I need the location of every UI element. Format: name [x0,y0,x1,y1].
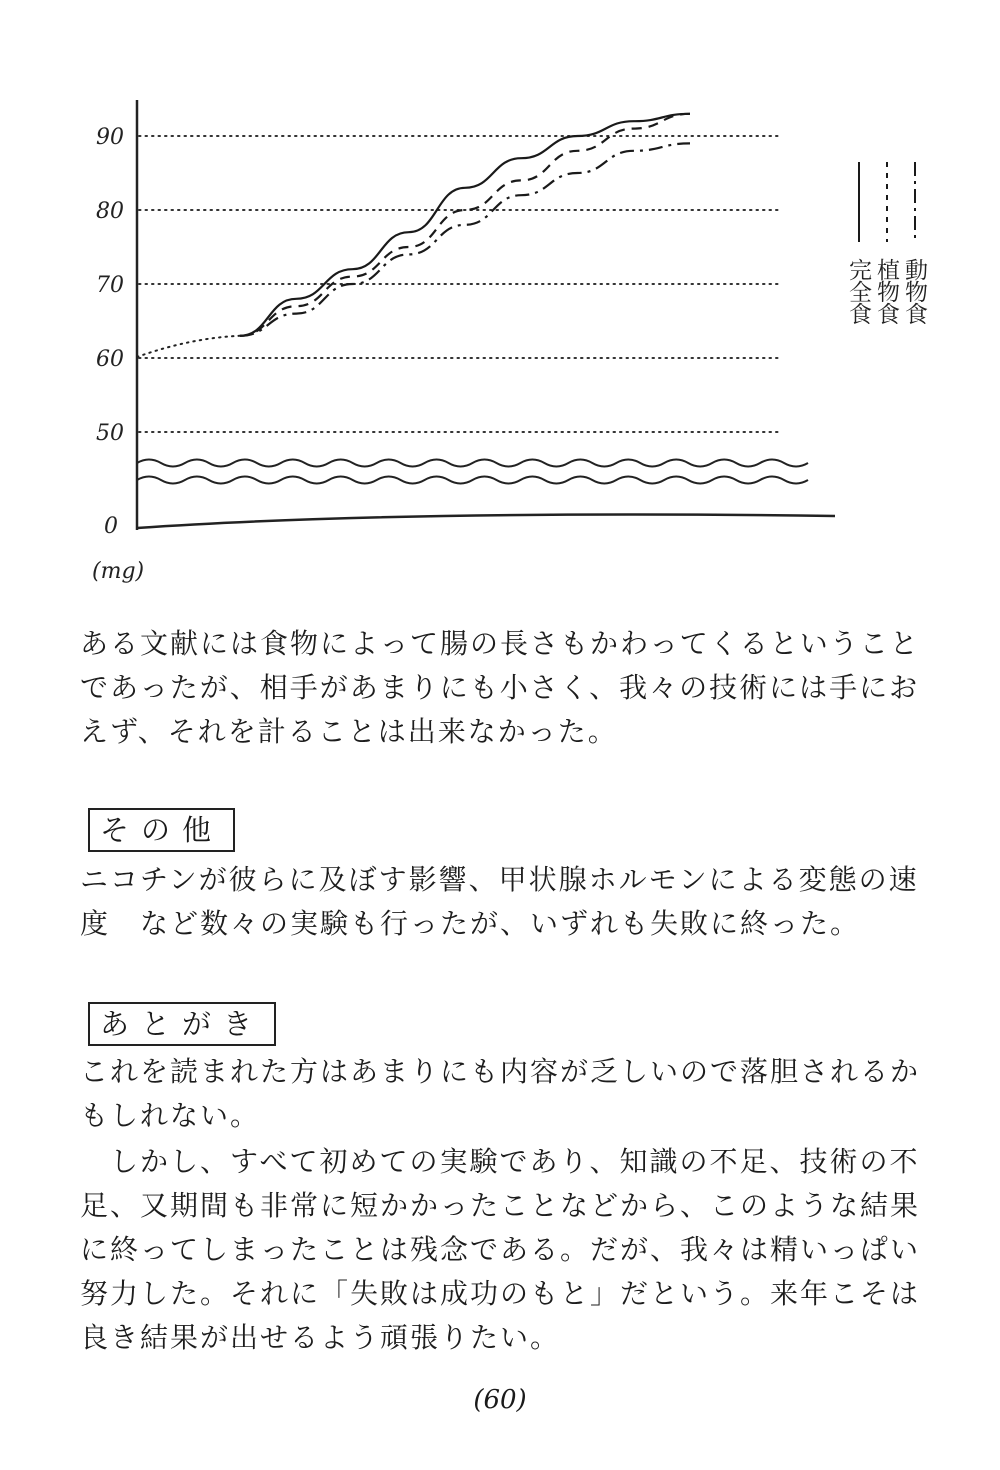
break-wave-upper [137,460,808,467]
page-number: (60) [473,1385,527,1415]
paragraph-intestine: ある文献には食物によって腸の長さもかわってくるということであったが、相手があまりにも小さく、我々の技術には手におえず、それを計ることは出来なかった。 [80,627,920,748]
chart-gridlines [139,136,780,432]
legend-label: 完全食 [845,258,871,324]
y-tick-labels [96,125,124,539]
series-line-2 [240,114,690,336]
y-tick-label: 50 [96,421,124,446]
legend-label: 動物食 [901,258,927,324]
y-tick-label: 0 [104,514,118,539]
series-line-3 [240,114,690,336]
heading-afterword: あとがき [88,1002,276,1046]
legend-label: 植物食 [873,258,899,324]
heading-other: その他 [88,808,235,852]
chart-series [137,114,690,357]
y-tick-label: 80 [96,199,124,224]
chart-axes [137,100,835,530]
x-axis [137,515,835,529]
legend-swatches [845,158,965,248]
paragraph-afterword-2: しかし、すべて初めての実験であり、知識の不足、技術の不足、又期間も非常に短かかったことなどから、このような結果に終ってしまったことは残念である。だが、我々は精いっぱい努力した。それに「失敗は成功のもと」だという。来年こそは良き結果が出せるよう頑張りたい。 [80,1145,921,1354]
paragraph-afterword-1: これを読まれた方はあまりにも内容が乏しいので落胆されるかもしれない。 [80,1055,921,1132]
y-axis-unit: (mg) [92,559,145,584]
axis-break-waves [137,460,808,484]
y-tick-label: 70 [96,273,124,298]
paragraph-other: ニコチンが彼らに及ぼす影響、甲状腺ホルモンによる変態の速度 など数々の実験も行ったが、いずれも失敗に終った。 [80,863,919,940]
y-tick-label: 60 [96,347,124,372]
break-wave-lower [137,477,808,484]
extrapolation-line [137,336,240,357]
series-line-1 [240,143,690,335]
y-tick-label: 90 [96,125,124,150]
